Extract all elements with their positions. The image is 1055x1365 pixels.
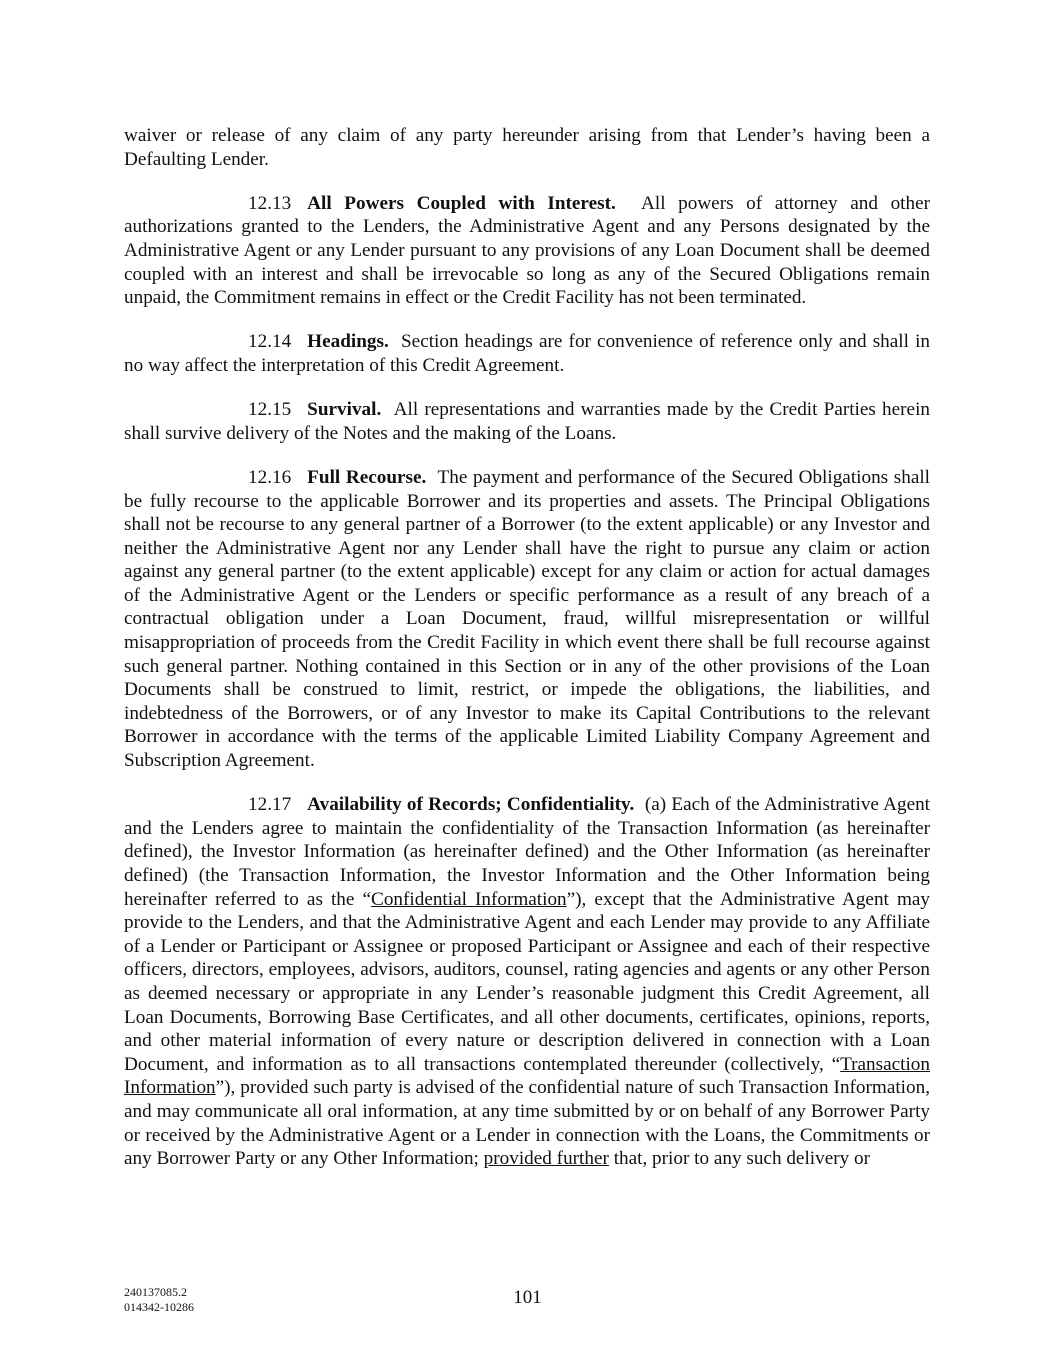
section-body: The payment and performance of the Secured Obligations shall be fully recourse to the applicable Borrower and its properties and assets. The Principal Obligations shall not be recourse to any general partner of a Borrower (to the extent applicable) or any Investor and neither the Administrative Agent nor any Lender shall have the right to pursue any claim or action against any general partner (to the extent applicable) except for any claim or action for actual damages of the Administrative Agent or the Lenders or specific performance as a result of any breach of a contractual obligation under a Loan Document, fraud, willful misrepresentation or willful misappropriation of proceeds from the Credit Facility in which event there shall be full recourse against such general partner. Nothing contained in this Section or in any of the other provisions of the Loan Documents shall be construed to limit, restrict, or impede the obligations, the liabilities, and indebtedness of the Borrowers, or of any Investor to make its Capital Contributions to the relevant Borrower in accordance with the terms of the applicable Limited Liability Company Agreement and Subscription Agreement. bbox=[124, 466, 930, 772]
section-12-17 bbox=[124, 793, 930, 1171]
section-12-16 bbox=[124, 466, 930, 773]
page-number: 101 bbox=[513, 1287, 542, 1308]
section-heading: Headings. bbox=[307, 331, 389, 353]
defined-term-confidential-information: Confidential Information bbox=[371, 888, 567, 910]
section-heading: Full Recourse. bbox=[307, 466, 427, 488]
document-body bbox=[124, 124, 930, 1191]
continuation-paragraph: waiver or release of any claim of any party hereunder arising from that Lender’s having been a Defaulting Lender. bbox=[124, 125, 930, 170]
section-number: 12.17 bbox=[248, 794, 292, 816]
section-number: 12.14 bbox=[248, 331, 292, 353]
section-body-part-4: that, prior to any such delivery or bbox=[608, 1148, 870, 1170]
section-heading: All Powers Coupled with Interest. bbox=[307, 192, 616, 214]
section-body: Section headings are for convenience of reference only and shall in no way affect the interpretation of this Credit Agreement. bbox=[124, 331, 930, 376]
section-body: All representations and warranties made by the Credit Parties herein shall survive delivery of the Notes and the making of the Loans. bbox=[124, 399, 931, 444]
section-number: 12.16 bbox=[248, 466, 292, 488]
section-number: 12.15 bbox=[248, 399, 292, 421]
proviso-provided-further: provided further bbox=[483, 1148, 609, 1170]
section-body-part-2: ”), except that the Administrative Agent may provide to the Lenders, and that the Administrative Agent and each Lender may provide to any Affiliate of a Lender or Participant or Assignee or proposed Participant or Assignee and each of their respective officers, directors, employees, advisors, auditors, counsel, rating agencies and agents or any other Person as deemed necessary or appropriate in any Lender’s reasonable judgment this Credit Agreement, all Loan Documents, Borrowing Base Certificates, and all other documents, certificates, opinions, reports, and other material information of every nature or description delivered in connection with a Loan Document, and information as to all transactions contemplated thereunder (collectively, “ bbox=[124, 888, 930, 1075]
defined-term-transaction-information: Transaction Information bbox=[124, 1053, 930, 1099]
section-number: 12.13 bbox=[248, 192, 292, 214]
footer-matter-id: 014342-10286 bbox=[124, 1300, 194, 1314]
section-body-part-1: (a) Each of the Administrative Agent and the Lenders agree to maintain the confidentiality of the Transaction Information (as hereinafter defined), the Investor Information (as hereinafter defined) and the Other Information (as hereinafter defined) (the Transaction Information, the Investor Information and the Other Information being hereinafter referred to as the “ bbox=[124, 794, 931, 910]
footer-doc-id: 240137085.2 bbox=[124, 1285, 187, 1299]
section-12-13 bbox=[124, 192, 930, 310]
section-body-part-3: ”), provided such party is advised of the confidential nature of such Transaction Information, and may communicate all oral information, at any time submitted by or on behalf of any Borrower Party or received by the Administrative Agent or a Lender in connection with the Loans, the Commitments or any Borrower Party or any Other Information; bbox=[124, 1077, 930, 1170]
section-heading: Availability of Records; Confidentiality. bbox=[307, 794, 635, 816]
section-heading: Survival. bbox=[307, 399, 382, 421]
section-12-14 bbox=[124, 330, 930, 377]
section-body: All powers of attorney and other authorizations granted to the Lenders, the Administrative Agent and any Persons designated by the Administrative Agent or any Lender pursuant to any provisions of any Loan Document shall be deemed coupled with an interest and shall be irrevocable so long as any of the Secured Obligations remain unpaid, the Commitment remains in effect or the Credit Facility has not been terminated. bbox=[124, 192, 930, 309]
section-12-15 bbox=[124, 398, 930, 445]
